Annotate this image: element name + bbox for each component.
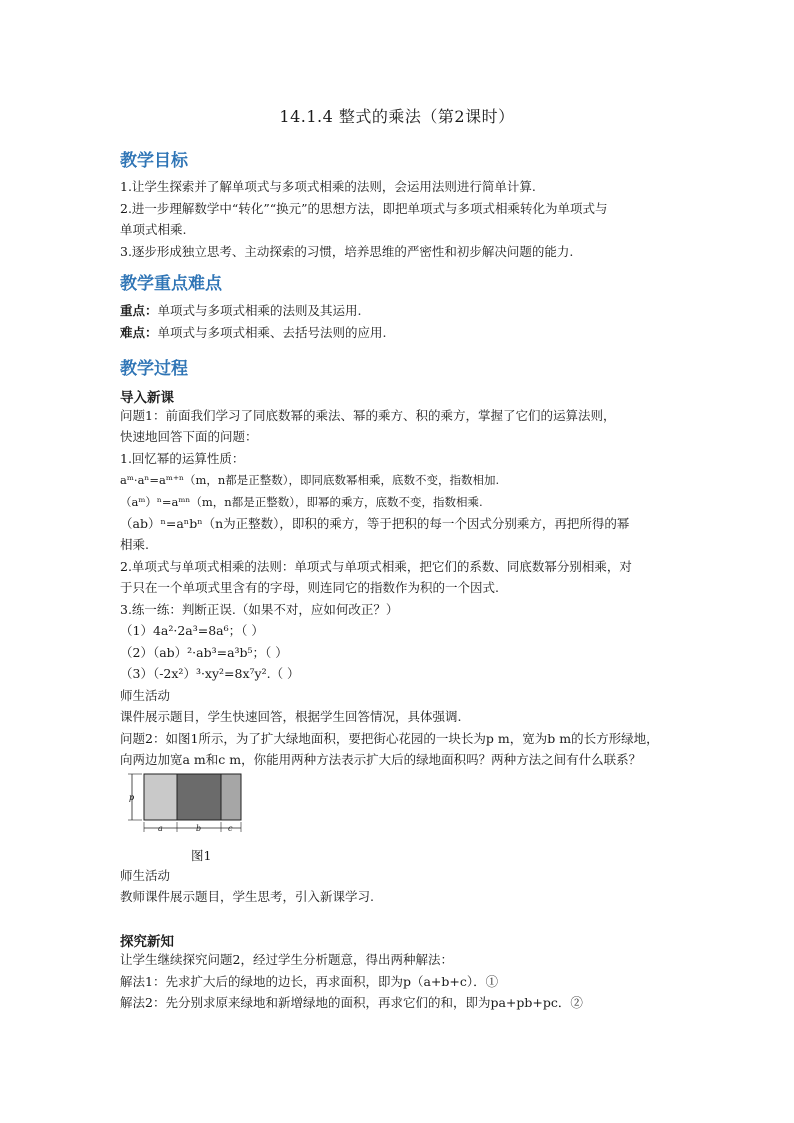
key-text: 单项式与多项式相乘的法则及其运用. (157, 303, 362, 318)
question-2-line-2: 向两边加宽a m和c m，你能用两种方法表示扩大后的绿地面积吗？两种方法之间有什么联系？ (120, 752, 642, 767)
solution-1: 解法1：先求扩大后的绿地的边长，再求面积，即为p（a+b+c）．① (120, 974, 499, 989)
mono-rule-line-1: 2.单项式与单项式相乘的法则：单项式与单项式相乘，把它们的系数、同底数幂分别相乘，对 (120, 559, 632, 574)
figure-1-diagram (122, 770, 252, 834)
activity-2-text: 教师课件展示题目，学生思考，引入新课学习. (120, 889, 374, 904)
figure-rect-a (144, 774, 177, 820)
goal-item-2: 2.进一步理解数学中“转化”“换元”的思想方法，即把单项式与多项式相乘转化为单项式与 (120, 201, 608, 216)
q1-l1: 问题1：前面我们学习了同底数幂的乘法、幂的乘方、积的乘方，掌握了它们的运算法则， (120, 408, 616, 423)
solution-2: 解法2：先分别求原来绿地和新增绿地的面积，再求它们的和，即为pa+pb+pc．② (120, 995, 583, 1010)
practice-1: （1）4a²·2a³=8a⁶；（ ） (120, 623, 264, 638)
explore-text: 让学生继续探究问题2，经过学生分析题意，得出两种解法： (120, 952, 453, 967)
goal-item-1: 1.让学生探索并了解单项式与多项式相乘的法则，会运用法则进行简单计算. (120, 179, 536, 194)
heading-keypoints: 教学重点难点 (120, 274, 222, 294)
rule-2: （aᵐ）ⁿ=aᵐⁿ（m，n都是正整数），即幂的乘方，底数不变，指数相乘. (120, 495, 483, 509)
mono-rule-line-2: 于只在一个单项式里含有的字母，则连同它的指数作为积的一个因式. (120, 580, 499, 595)
diff-text: 单项式与多项式相乘、去括号法则的应用. (157, 325, 387, 340)
heading-goals: 教学目标 (120, 151, 188, 171)
figure-label-c: c (228, 824, 233, 833)
question-2-line-1: 问题2：如图1所示，为了扩大绿地面积，要把街心花园的一块长为p m，宽为b m的长方形绿地， (120, 731, 659, 746)
subheading-explore: 探究新知 (120, 934, 174, 950)
heading-process: 教学过程 (120, 359, 188, 379)
question-1-line-2: 快速地回答下面的问题： (120, 429, 258, 444)
key-label: 重点： (120, 303, 158, 318)
figure-label-b: b (196, 824, 202, 833)
activity-1-title: 师生活动 (120, 688, 171, 703)
rule-3-line-1: （ab）ⁿ=aⁿbⁿ（n为正整数），即积的乘方，等于把积的每一个因式分别乘方，再把所得的幂 (120, 516, 630, 531)
goal-item-3: 3.逐步形成独立思考、主动探索的习惯，培养思维的严密性和初步解决问题的能力. (120, 244, 574, 259)
figure-label-a: a (158, 824, 163, 833)
question-1-line-1 (120, 406, 615, 426)
rule-3-line-2: 相乘. (120, 537, 149, 552)
activity-2-title: 师生活动 (120, 868, 171, 883)
page-title: 14.1.4 整式的乘法（第2课时） (279, 107, 515, 126)
goal-item-2-cont: 单项式相乘. (120, 222, 187, 237)
key-point (120, 301, 362, 321)
figure-rect-c (221, 774, 241, 820)
rule-1: aᵐ·aⁿ=aᵐ⁺ⁿ（m，n都是正整数），即同底数幂相乘，底数不变，指数相加. (120, 473, 500, 487)
activity-1-text: 课件展示题目，学生快速回答，根据学生回答情况，具体强调. (120, 709, 462, 724)
figure-label-p: p (129, 793, 135, 802)
practice-2: （2）（ab）²·ab³=a³b⁵；（ ） (120, 645, 288, 660)
recall-line: 1.回忆幂的运算性质： (120, 451, 245, 466)
difficult-point (120, 323, 387, 343)
figure-caption: 图1 (191, 848, 212, 863)
practice-intro: 3.练一练：判断正误.（如果不对，应如何改正？） (120, 602, 399, 617)
subheading-intro: 导入新课 (120, 390, 174, 406)
diff-label: 难点： (120, 325, 158, 340)
practice-3: （3）（-2x²）³·xy²=8x⁷y².（ ） (120, 666, 300, 681)
figure-rect-b (177, 774, 221, 820)
